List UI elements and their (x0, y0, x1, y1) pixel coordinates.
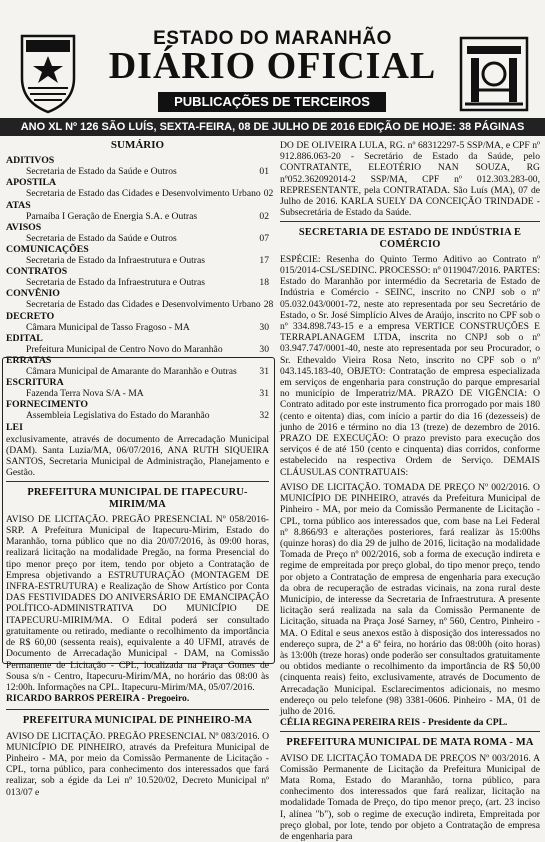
summary-entry-label: Assembleia Legislativa do Estado do Maranhão (26, 410, 210, 422)
summary-section-heading: EDITAL (6, 332, 43, 344)
summary-entry-page: 18 (259, 277, 269, 289)
printing-press-icon (455, 32, 533, 116)
notice-mata-roma: AVISO DE LICITAÇÃO TOMADA DE PREÇOS Nº 003/2016. A Comissão Permanente de Licitação da Prefeitura Municipal de Mata Roma, Estado do Maranhão, torna público, para conhecimento dos interessados que fará realizar, licitação na modalidade Tomada de Preço, do tipo menor preço, (art. 23 inciso I, alínea "b"), sob o regime de execução indireta, Empreitada por preço global, por lote, tendo por objeto a Contratação de empresa de engenharia para (280, 752, 540, 842)
publication-title: DIÁRIO OFICIAL (108, 45, 437, 87)
divider (280, 221, 540, 222)
summary-section-heading: ESCRITURA (6, 377, 64, 389)
divider (6, 709, 269, 710)
org-heading-itapecuru: PREFEITURA MUNICIPAL DE ITAPECURU-MIRIM/MA (27, 487, 248, 510)
section-subtitle: PUBLICAÇÕES DE TERCEIROS (158, 92, 386, 112)
summary-entry[interactable] (6, 277, 269, 288)
org-heading-mata-roma: PREFEITURA MUNICIPAL DE MATA ROMA - MA (286, 737, 534, 749)
notice-seinc: ESPÉCIE: Resenha do Quinto Termo Aditivo ao Contrato nº 015/2014-CSL/SEDINC. PROCESSO: nº 0119047/2016. PARTES: Estado do Maranhão por intermédio da Secretaria de Estado de Indústria e Comércio - SEINC, inscrito no CNPJ sob o nº 05.032.043/0001-72, neste ato representada por seu Secretário de Estado, o Sr. José Simplício Alves de Araújo, inscrito no CPF sob o nº 334.898.743-15 e a empresa VERTICE CONSTRUÇÕES E TERRAPLANAGEM LTDA, inscrita no CNPJ sob o nº 03.947.747/0001-40, neste ato representada por seu Procurador, o Sr. Ethevaldo Vieira Rosa Neto, inscrito no CPF sob o nº 043.145.183-40, OBJETO: Contratação de empresa especializada em serviços de engenharia para construção do parque empresarial no município de Imperatriz/MA. PRAZO DE VIGÊNCIA: O Contrato aditado por este instrumento fica prorrogado por mais 180 (cento e oitenta) dias, com início a partir do dia 16 (dezesseis) de junho de 2016 e término no dia 13 (treze) de dezembro de 2016. PRAZO DE EXECUÇÃO: O prazo previsto para execução dos serviços é de até 150 (cento e cinquenta) dias corridos, conforme estabelecido na respectiva Ordem de Serviço. DEMAIS CLÁUSULAS CONTRATUAIS: (280, 253, 540, 478)
summary-entry-page: 07 (259, 232, 269, 244)
summary-entry[interactable] (6, 188, 274, 200)
state-title: ESTADO DO MARANHÃO (153, 28, 392, 49)
summary-entry-page: 32 (259, 410, 269, 422)
summary-entry-page: 02 (263, 188, 274, 200)
summary-section-heading: DECRETO (6, 310, 55, 322)
summary-section-heading: CONVÊNIO (6, 288, 60, 300)
summary-title: SUMÁRIO (110, 139, 165, 151)
previous-notice-tail: exclusivamente, através de documento de Arrecadação Municipal (DAM). Santa Luzia/MA, 06/07/2016, ANA RUTH SIQUEIRA SANTOS, Secretaria Municipal de Administração, Planejamento e Gestão. (6, 433, 269, 479)
summary-entry-label: Câmara Municipal de Amarante do Maranhão e Outras (26, 366, 237, 378)
summary-section-heading: APOSTILA (6, 177, 57, 189)
summary-section-heading: LEI (6, 421, 23, 433)
summary-entry-label: Parnaíba I Geração de Energia S.A. e Outras (26, 210, 198, 222)
summary-entry-label: Secretaria de Estado da Infraestrutura e Outras (26, 255, 205, 267)
summary-section-heading: COMUNICAÇÕES (6, 244, 89, 256)
summary-entry-label: Secretaria de Estado da Infraestrutura e Outras (26, 277, 205, 289)
summary-entry[interactable] (6, 322, 269, 333)
summary-entry[interactable] (6, 166, 269, 177)
notice-pinheiro-tomada: AVISO DE LICITAÇÃO. TOMADA DE PREÇO Nº 002/2016. O MUNICÍPIO DE PINHEIRO, através da Prefeitura Municipal de Pinheiro - MA, por meio da Comissão Permanente de Licitação - CPL, torna público aos interessados que, com base na Lei Federal nº 8.866/93 e alterações posteriores, fará realizar às 15:00hs (quinze horas) do dia 29 de julho de 2016, licitação na modalidade Tomada de Preço nº 002/2016, sob a forma de execução indireta e regime de empreitada por preço global, do tipo menor preço, tendo por objeto a Contratação de empresa de engenharia para execução da obra de recuperação de estradas vicinais, na zona rural deste Município, de interesse da Secretaria de Infraestrutura. A presente licitação será realizada na sala da Comissão Permanente de Licitação, situada na Praça José Sarney, nº 560, Centro, Pinheiro - MA. O Edital e seus anexos estão à disposição dos interessados no endereço supra, de 2ª a 6ª feira, no horário das 08:00h (oito horas) às 13:00h (treze horas) onde poderão ser consultados gratuitamente ou obtidos mediante o recolhimento da importância de R$ 50,00 (cinquenta reais) feito, exclusivamente, através de Documento de Arrecadação Municipal. Esclarecimentos adicionais, no mesmo endereço ou pelo telefone (98) 3381-0606. Pinheiro - MA, 01 de julho de 2016. (280, 481, 540, 717)
summary-entry-label: Secretaria de Estado das Cidades e Desenvolvimento Urbano (26, 188, 261, 200)
summary-entry-label: Secretaria de Estado das Cidades e Desenvolvimento Urbano (26, 299, 261, 311)
signature-pinheiro: CÉLIA REGINA PEREIRA REIS - Presidente da CPL. (280, 717, 508, 729)
summary-entry[interactable] (6, 211, 269, 222)
edition-bar: ANO XL Nº 126 SÃO LUÍS, SEXTA-FEIRA, 08 DE JULHO DE 2016 EDIÇÃO DE HOJE: 38 PÁGINAS (0, 118, 545, 136)
summary-section-heading: ERRATAS (6, 355, 52, 367)
summary-entry-label: Prefeitura Municipal de Centro Novo do Maranhão (26, 343, 223, 355)
org-heading-seinc: SECRETARIA DE ESTADO DE INDÚSTRIA E COMÉRCIO (298, 227, 522, 250)
summary-entry-label: Secretaria de Estado da Saúde e Outros (26, 166, 177, 178)
org-heading-pinheiro: PREFEITURA MUNICIPAL DE PINHEIRO-MA (22, 715, 253, 727)
summary-entry-page: 30 (259, 321, 269, 333)
summary-section-heading: ATAS (6, 199, 31, 211)
summary-section-heading: CONTRATOS (6, 266, 68, 278)
summary-entry-label: Secretaria de Estado da Saúde e Outros (26, 232, 177, 244)
masthead (0, 0, 545, 128)
summary-entry[interactable] (6, 255, 269, 266)
previous-contract-tail: DO DE OLIVEIRA LULA, RG. nº 68312297-5 SSP/MA, e CPF nº 912.886.063-20 - Secretário de Estado da Saúde, pelo CONTRATANTE, ELEOTÉRIO NAN SOUZA, RG nº052.362092014-2 SSP/MA, CPF nº 012.303.283-00, REPRESENTANTE, pela CONTRATADA. São Luís (MA), 07 de Julho de 2016. KARLA SUELY DA CONCEIÇÃO TRINDADE - Subsecretária de Estado da Saúde. (280, 140, 540, 219)
summary-entry-page: 17 (259, 255, 269, 267)
summary-entry-page: 01 (259, 166, 269, 178)
highlight-frame (2, 357, 275, 664)
summary-entry-page: 02 (259, 210, 269, 222)
summary-entry[interactable] (6, 299, 274, 311)
signature-itapecuru: RICARDO BARROS PEREIRA - Pregoeiro. (6, 693, 190, 705)
summary-entry-page: 31 (259, 388, 269, 400)
summary-entry-page: 28 (263, 299, 274, 311)
divider (280, 731, 540, 732)
summary-entry-page: 31 (259, 366, 269, 378)
summary-section-heading: FORNECIMENTO (6, 399, 89, 411)
summary-entry[interactable] (6, 344, 269, 355)
summary-section-heading: ADITIVOS (6, 155, 55, 167)
summary-entry-label: Fazenda Terra Nova S/A - MA (26, 388, 144, 400)
summary-entry[interactable] (6, 233, 269, 244)
summary-entry-label: Câmara Municipal de Tasso Fragoso - MA (26, 321, 190, 333)
notice-itapecuru: AVISO DE LICITAÇÃO. PREGÃO PRESENCIAL Nº 058/2016-SRP. A Prefeitura Municipal de Itapecuru-Mirim, Estado do Maranhão, torna público que no dia 20/07/2016, às 09:00 horas, realizará licitação na modalidade Pregão, na forma Presencial do tipo menor preço por item, tendo por objeto a Contratação de Empresa objetivando a ESTRUTURAÇÃO (MONTAGEM DE INFRA-ESTRUTURA) e Realização de Show Artístico por Conta DAS FESTIVIDADES DO ANIVERSÁRIO DE EMANCIPAÇÃO POLÍTICO-ADMINISTRATIVA DO MUNICÍPIO DE ITAPECURU-MIRIM/MA. O Edital poderá ser consultado gratuitamente ou retirado, mediante o recolhimento da importância de R$ 60,00 (sessenta reais), equivalente a 40 UFMI, através de Documento de Arrecadação Municipal - DAM, na Comissão Permanente de Licitação - CPL, localizada na Praça Gomes de Sousa s/n - Centro, Itapecuru-Mirim/MA, no horário das 08:00 às 12:00h. Informações na CPL. Itapecuru-Mirim/MA, 05/07/2016. (6, 513, 269, 693)
right-column (280, 140, 540, 842)
summary-entry-page: 30 (259, 343, 269, 355)
notice-pinheiro-pregao: AVISO DE LICITAÇÃO. PREGÃO PRESENCIAL Nº 083/2016. O MUNICÍPIO DE PINHEIRO, através da Prefeitura Municipal de Pinheiro - MA, por meio da Comissão Permanente de Licitação - CPL, torna público, para conhecimento dos interessados que fará realizar, sob a égide da Lei nº 10.520/02, Decreto Municipal nº 013/07 e (6, 730, 269, 798)
summary-section-heading: AVISOS (6, 221, 42, 233)
